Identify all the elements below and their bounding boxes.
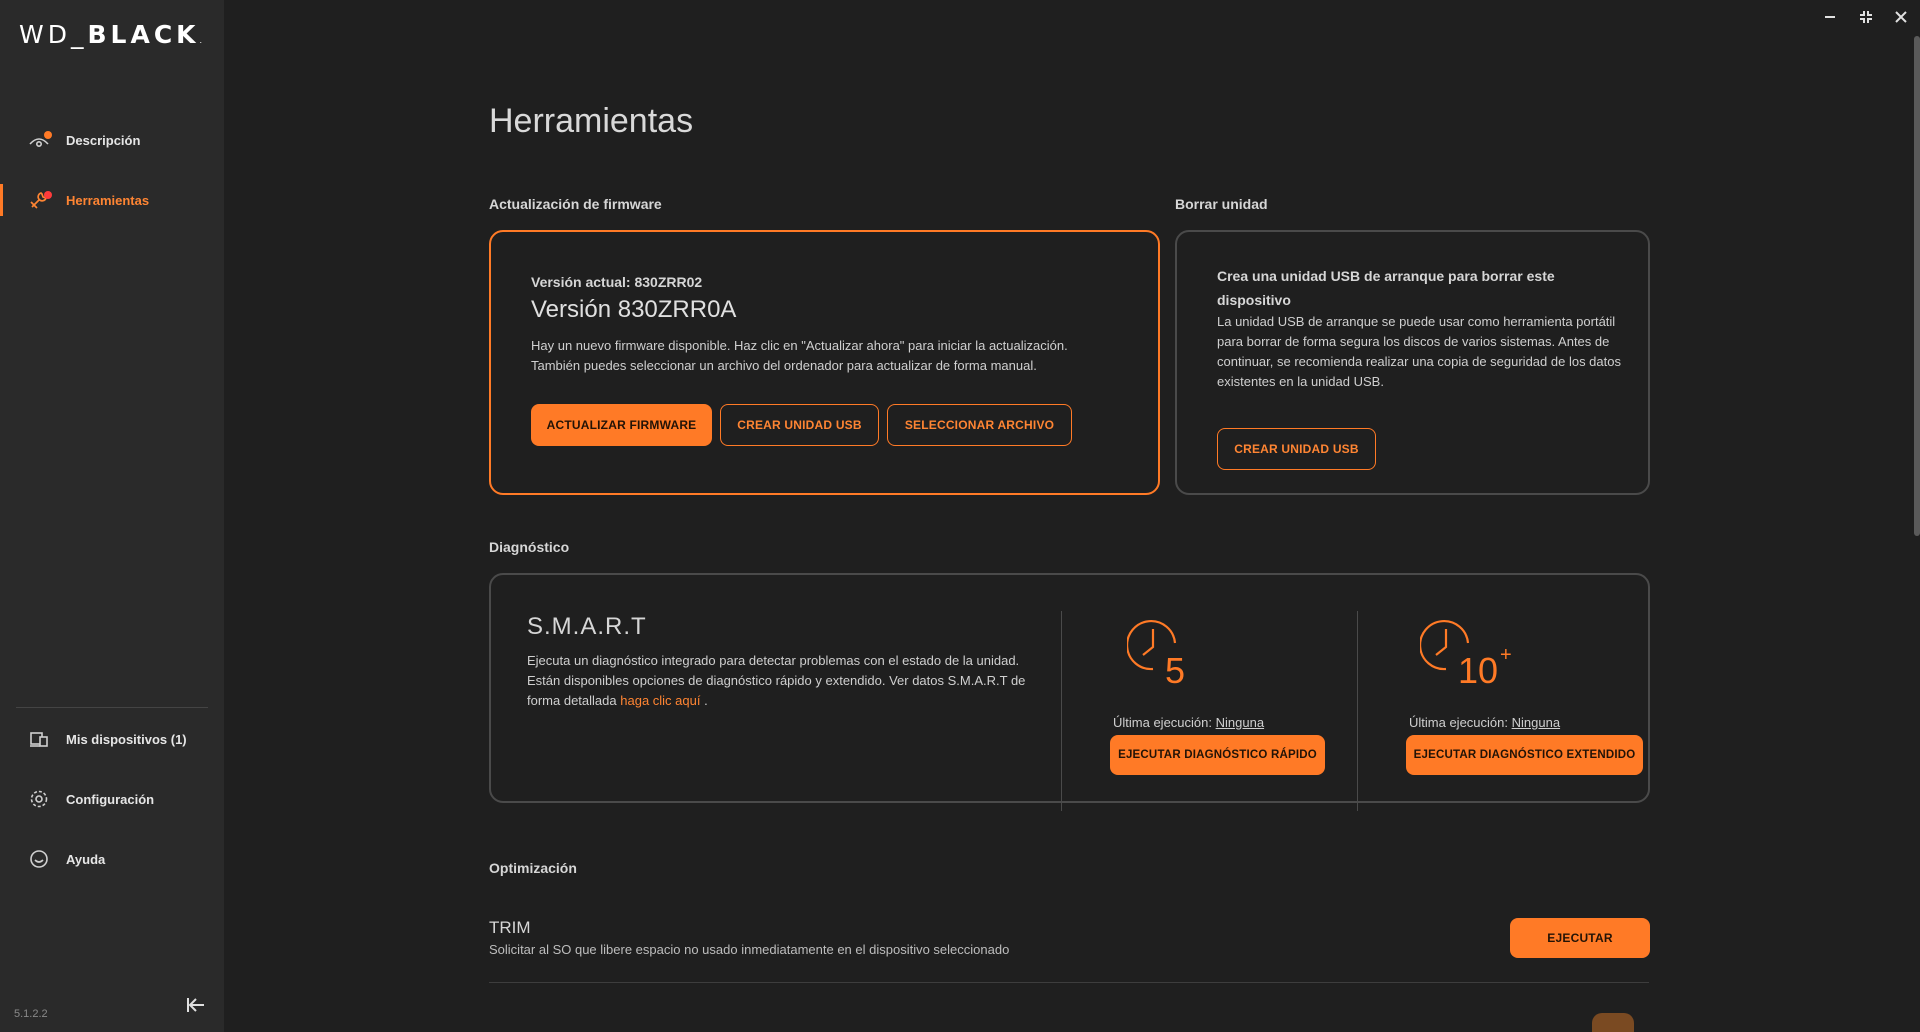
minimize-icon[interactable]: [1822, 10, 1838, 24]
notification-dot: [44, 191, 52, 199]
collapse-sidebar-icon[interactable]: [186, 995, 208, 1015]
sidebar-item-label: Mis dispositivos (1): [66, 731, 187, 747]
extended-icon-suffix: +: [1500, 644, 1512, 666]
extended-last-run: [1409, 715, 1560, 730]
scrollbar-thumb[interactable]: [1914, 36, 1920, 536]
sidebar-item-label: Ayuda: [66, 851, 106, 867]
sidebar-item-herramientas[interactable]: [0, 180, 224, 220]
quick-last-run: [1113, 715, 1264, 730]
sidebar-item-label: Herramientas: [66, 192, 150, 208]
firmware-description-line: Hay un nuevo firmware disponible. Haz clic en "Actualizar ahora" para iniciar la actualización.: [531, 338, 1068, 353]
smart-card: [489, 573, 1650, 803]
erase-section-title: Borrar unidad: [1175, 196, 1268, 212]
sidebar-item-ayuda[interactable]: [0, 839, 224, 879]
diagnostics-section-title: Diagnóstico: [489, 539, 570, 555]
optimization-section-title: Optimización: [489, 860, 577, 876]
erase-card: [1175, 230, 1650, 495]
trim-description: Solicitar al SO que libere espacio no usado inmediatamente en el dispositivo seleccionado: [489, 942, 1010, 957]
page-title: Herramientas: [489, 102, 694, 140]
logo-black: BLACK: [87, 20, 200, 49]
trim-title: TRIM: [489, 918, 531, 937]
extended-icon-number: 10: [1458, 650, 1499, 687]
restore-icon[interactable]: [1858, 10, 1874, 24]
quick-last-run-value[interactable]: Ninguna: [1215, 715, 1265, 730]
firmware-card: [489, 230, 1160, 495]
run-extended-diagnostic-button[interactable]: EJECUTAR DIAGNÓSTICO EXTENDIDO: [1406, 735, 1643, 775]
sidebar-item-label: Configuración: [66, 791, 155, 807]
toggle-partial[interactable]: [1592, 1013, 1634, 1032]
update-firmware-button[interactable]: ACTUALIZAR FIRMWARE: [531, 404, 712, 446]
quick-last-run-label: Última ejecución:: [1113, 715, 1212, 730]
close-icon[interactable]: [1893, 10, 1909, 24]
row-divider: [489, 982, 1649, 983]
app-version: 5.1.2.2: [14, 1008, 48, 1020]
devices-icon: [28, 728, 50, 750]
sidebar-divider: [16, 707, 208, 708]
notification-dot: [44, 131, 52, 139]
help-icon: [28, 848, 50, 870]
erase-description: La unidad USB de arranque se puede usar como herramienta portátil para borrar de forma segura los discos de varios sistemas. Antes de continuar, se recomienda realizar una copia de seguridad de los datos existentes en la unidad USB.: [1217, 314, 1621, 389]
sidebar-item-descripcion[interactable]: [0, 120, 224, 160]
scrollbar[interactable]: [1914, 0, 1920, 1032]
run-quick-diagnostic-button[interactable]: EJECUTAR DIAGNÓSTICO RÁPIDO: [1110, 735, 1325, 775]
extended-last-run-value[interactable]: Ninguna: [1511, 715, 1561, 730]
gear-icon: [28, 788, 50, 810]
vertical-divider: [1357, 611, 1358, 811]
smart-description-text: Ejecuta un diagnóstico integrado para detectar problemas con el estado de la unidad. Están disponibles opciones de diagnóstico rápido y extendido. Ver datos S.M.A.R.T de forma detallada: [527, 653, 1026, 708]
current-firmware-version: Versión actual: 830ZRR02: [531, 274, 703, 290]
quick-diagnostic-clock-icon: [1127, 619, 1199, 687]
sidebar: [0, 0, 224, 1032]
run-trim-button[interactable]: EJECUTAR: [1510, 918, 1650, 958]
wd-black-logo: WD_BLACK.: [19, 20, 207, 49]
erase-create-usb-button[interactable]: CREAR UNIDAD USB: [1217, 428, 1376, 470]
sidebar-item-label: Descripción: [66, 132, 141, 148]
new-firmware-version: Versión 830ZRR0A: [531, 296, 737, 323]
firmware-description: [531, 336, 1131, 376]
select-file-button[interactable]: SELECCIONAR ARCHIVO: [887, 404, 1072, 446]
sidebar-item-mis-dispositivos[interactable]: [0, 719, 224, 759]
smart-details-link[interactable]: haga clic aquí: [620, 693, 701, 708]
quick-icon-number: 5: [1165, 650, 1186, 687]
smart-description-suffix: .: [700, 693, 708, 708]
firmware-description-line: También puedes seleccionar un archivo del ordenador para actualizar de forma manual.: [531, 358, 1037, 373]
extended-diagnostic-clock-icon: [1420, 619, 1530, 687]
firmware-section-title: Actualización de firmware: [489, 196, 662, 212]
smart-description: [527, 651, 1027, 711]
create-usb-button[interactable]: CREAR UNIDAD USB: [720, 404, 879, 446]
vertical-divider: [1061, 611, 1062, 811]
erase-title: Crea una unidad USB de arranque para borrar este dispositivo: [1217, 268, 1555, 308]
smart-title: S.M.A.R.T: [527, 613, 647, 640]
extended-last-run-label: Última ejecución:: [1409, 715, 1508, 730]
logo-wd: WD: [19, 20, 71, 49]
sidebar-item-configuracion[interactable]: [0, 779, 224, 819]
